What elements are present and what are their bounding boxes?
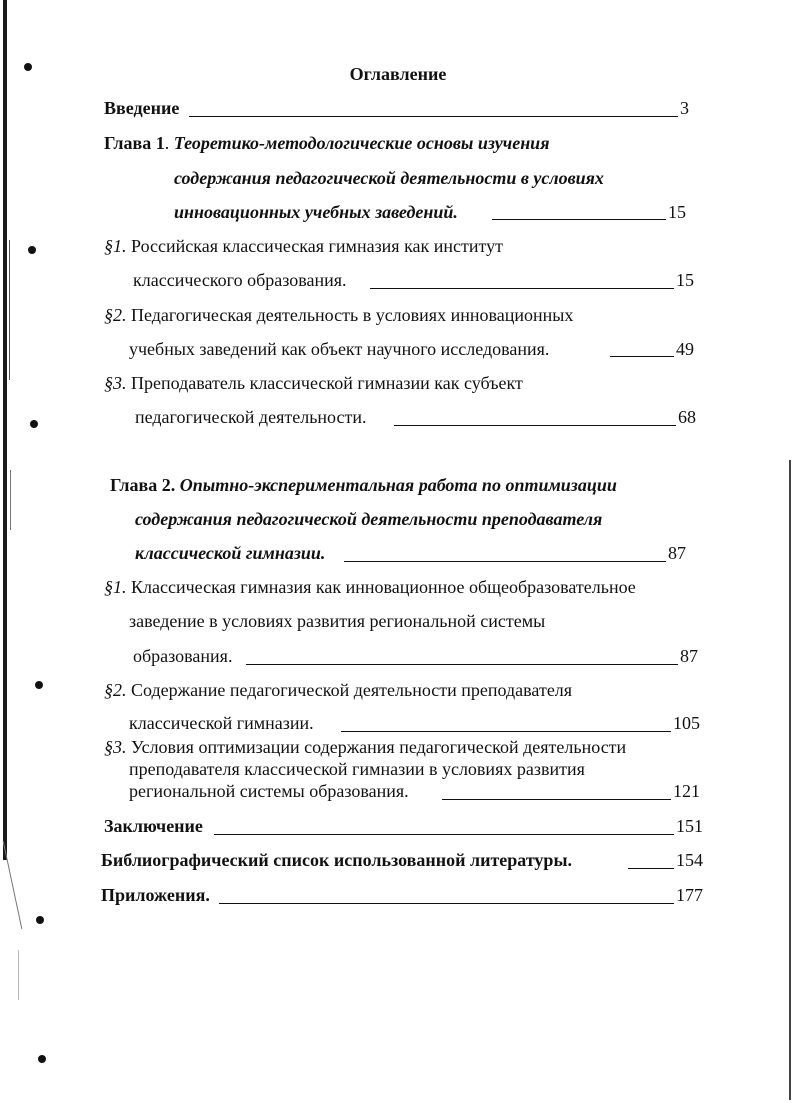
toc-ch2-s3-text1: Условия оптимизации содержания педагогической деятельности	[131, 737, 627, 757]
toc-ch1-s1-text1: Российская классическая гимназия как институт	[131, 236, 504, 256]
toc-leader-line	[341, 731, 671, 732]
toc-leader-line	[628, 868, 674, 869]
toc-ch2-s2-line1	[104, 679, 572, 701]
toc-ch1-line1: Теоретико-методологические основы изучения	[173, 133, 550, 153]
toc-ch2-s1-page: 87	[680, 646, 698, 666]
toc-leader-line	[610, 356, 674, 357]
punch-hole	[38, 1055, 46, 1063]
scan-edge-line	[3, 841, 23, 929]
toc-ch1-s2-page: 49	[676, 339, 694, 359]
toc-ch2-s2-mark: §2.	[104, 680, 127, 700]
toc-ch2-s2-line2: классической гимназии.	[129, 713, 314, 733]
scan-edge-line	[10, 470, 11, 530]
toc-leader-line	[219, 903, 674, 904]
toc-ch2-s3-line1	[104, 736, 626, 758]
toc-ch1-s2-mark: §2.	[104, 305, 127, 325]
toc-conclusion-label: Заключение	[104, 816, 203, 836]
toc-ch2-page: 87	[668, 543, 686, 563]
toc-ch2-s2-text1: Содержание педагогической деятельности преподавателя	[131, 680, 573, 700]
toc-ch1-s3-line1	[104, 372, 523, 394]
scan-edge-line	[789, 460, 791, 1100]
toc-bibliography-label: Библиографический список использованной литературы.	[101, 850, 572, 870]
toc-ch2-s1-line3: образования.	[133, 646, 233, 666]
toc-ch1-page: 15	[668, 202, 686, 222]
toc-ch2-line1: Опытно-экспериментальная работа по оптимизации	[179, 475, 617, 495]
toc-ch1-s3-mark: §3.	[104, 373, 127, 393]
toc-leader-line	[189, 116, 678, 117]
toc-bibliography-page: 154	[676, 850, 703, 870]
toc-ch1-line3: инновационных учебных заведений.	[174, 202, 458, 222]
scan-edge-line	[9, 240, 10, 380]
toc-leader-line	[492, 219, 666, 220]
toc-ch1-line2: содержания педагогической деятельности в условиях	[174, 168, 604, 188]
toc-ch2-prefix: Глава 2.	[110, 475, 176, 495]
toc-ch1-prefix: Глава 1	[104, 133, 165, 153]
punch-hole	[28, 246, 36, 254]
toc-ch1-s2-line2: учебных заведений как объект научного исследования.	[129, 339, 550, 359]
toc-ch2-s3-line3: региональной системы образования.	[129, 781, 409, 801]
toc-intro-label: Введение	[104, 98, 180, 118]
toc-conclusion-page: 151	[676, 816, 703, 836]
punch-hole	[35, 681, 43, 689]
toc-ch1-s2-text1: Педагогическая деятельность в условиях инновационных	[131, 305, 574, 325]
scan-edge-line	[18, 950, 19, 1000]
toc-ch1-s1-line2: классического образования.	[133, 270, 347, 290]
toc-appendix-page: 177	[676, 885, 703, 905]
toc-ch1-s1-mark: §1.	[104, 236, 127, 256]
toc-title: Оглавление	[349, 64, 447, 84]
scan-edge-line	[3, 0, 7, 860]
toc-ch2-s3-page: 121	[673, 781, 700, 801]
toc-ch2-s1-mark: §1.	[104, 577, 127, 597]
toc-leader-line	[442, 799, 671, 800]
toc-ch1-s1-page: 15	[676, 270, 694, 290]
toc-ch1-s2-line1	[104, 304, 573, 326]
toc-leader-line	[344, 561, 666, 562]
toc-ch2-line2: содержания педагогической деятельности преподавателя	[135, 509, 603, 529]
punch-hole	[30, 420, 38, 428]
toc-ch2-s1-line2: заведение в условиях развития региональной системы	[129, 611, 546, 631]
toc-ch2-s2-page: 105	[673, 713, 700, 733]
toc-appendix-label: Приложения.	[101, 885, 210, 905]
toc-ch2-s3-line2: преподавателя классической гимназии в условиях развития	[129, 759, 585, 779]
toc-leader-line	[370, 288, 674, 289]
toc-leader-line	[214, 834, 674, 835]
toc-ch2-s3-mark: §3.	[104, 737, 127, 757]
toc-ch2-heading	[110, 474, 617, 496]
toc-ch1-heading	[104, 132, 549, 154]
toc-intro-page: 3	[680, 98, 689, 118]
toc-leader-line	[394, 425, 676, 426]
toc-ch1-s3-line2: педагогической деятельности.	[135, 407, 367, 427]
toc-ch1-s1-line1	[104, 235, 503, 257]
toc-ch2-s1-line1	[104, 576, 636, 598]
toc-leader-line	[246, 664, 678, 665]
toc-ch1-s3-page: 68	[678, 407, 696, 427]
toc-ch1-sep: .	[164, 133, 170, 153]
punch-hole	[36, 916, 44, 924]
toc-ch2-s1-text1: Классическая гимназия как инновационное общеобразовательное	[131, 577, 636, 597]
toc-ch2-line3: классической гимназии.	[135, 543, 326, 563]
toc-ch1-s3-text1: Преподаватель классической гимназии как субъект	[131, 373, 523, 393]
